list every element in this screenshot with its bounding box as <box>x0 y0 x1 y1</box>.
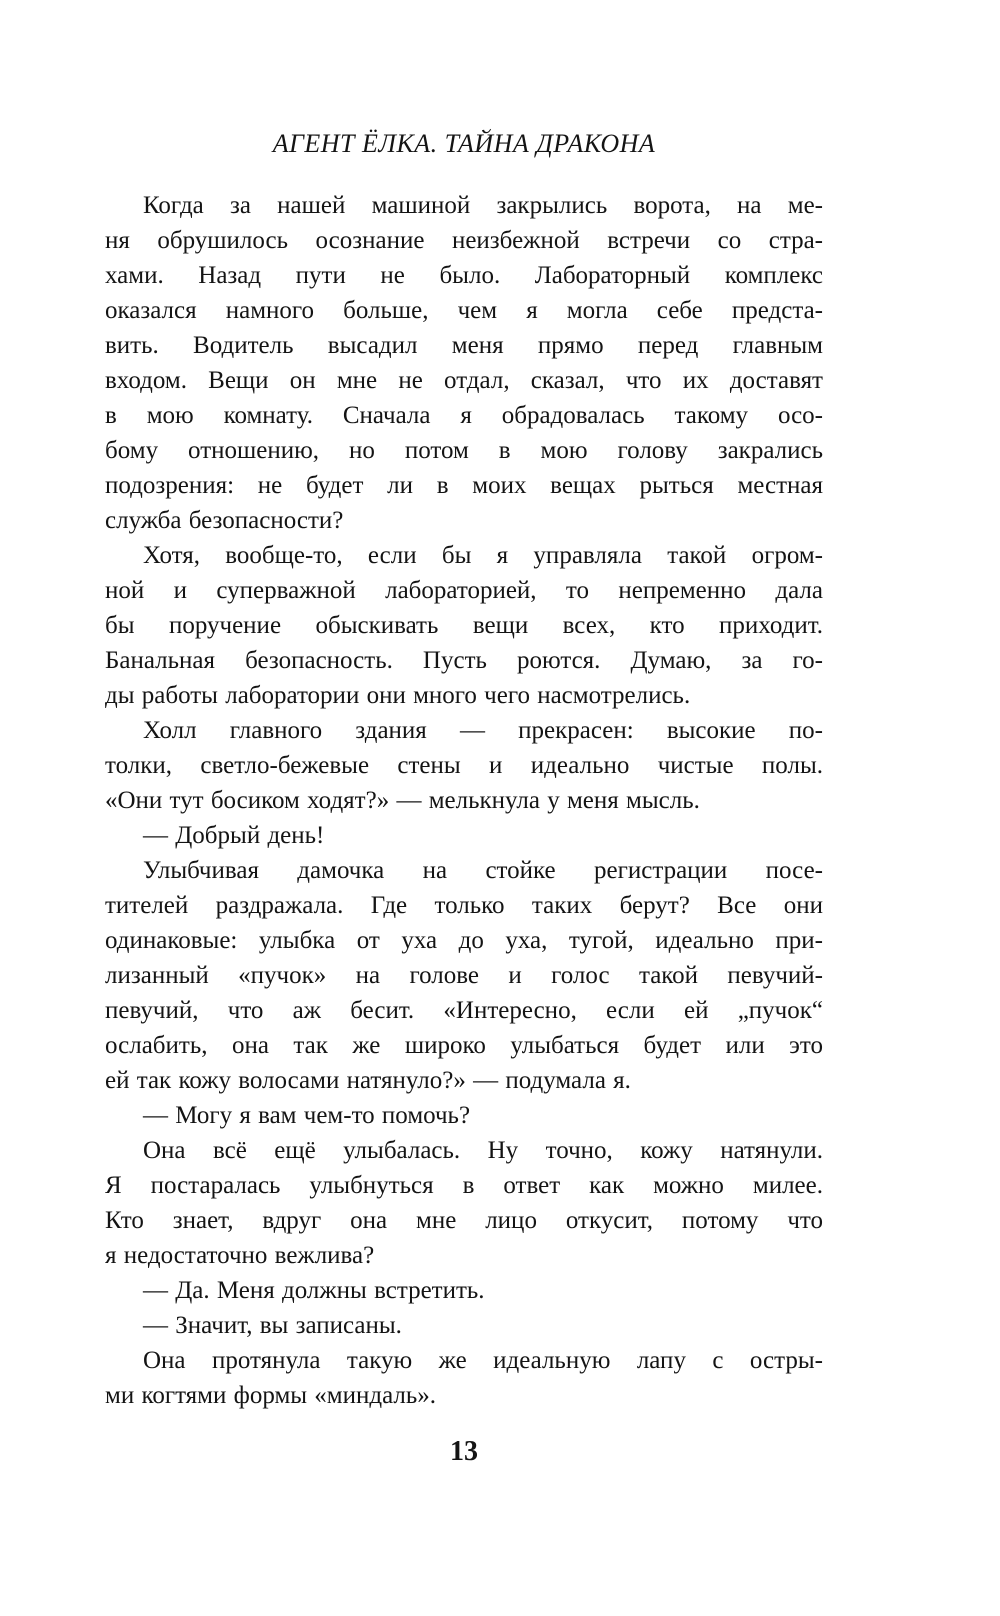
text-line: ми когтями формы «миндаль». <box>105 1382 437 1409</box>
text-line: «Они тут босиком ходят?» — мелькнула у меня мысль. <box>105 787 700 814</box>
text-line: певучий, что аж бесит. «Интересно, если ей „пучок“ <box>105 997 823 1024</box>
text-line: в мою комнату. Сначала я обрадовалась такому осо- <box>105 402 823 429</box>
text-line: тителей раздражала. Где только таких берут? Все они <box>105 892 823 919</box>
text-line: вить. Водитель высадил меня прямо перед главным <box>105 332 823 359</box>
text-line: Я постаралась улыбнуться в ответ как можно милее. <box>105 1172 823 1199</box>
paragraph <box>105 1343 823 1413</box>
text-line: ослабить, она так же широко улыбаться будет или это <box>105 1032 823 1059</box>
text-line: толки, светло-бежевые стены и идеально чистые полы. <box>105 752 823 779</box>
text-line: ды работы лаборатории они много чего насмотрелись. <box>105 682 691 709</box>
text-line: — Могу я вам чем-то помочь? <box>143 1102 471 1129</box>
text-line: Банальная безопасность. Пусть роются. Думаю, за го- <box>105 647 823 674</box>
text-line: входом. Вещи он мне не отдал, сказал, что их доставят <box>105 367 823 394</box>
text-content <box>105 188 823 1413</box>
text-line: ня обрушилось осознание неизбежной встречи со стра- <box>105 227 823 254</box>
text-line: Она всё ещё улыбалась. Ну точно, кожу натянули. <box>143 1137 823 1164</box>
text-line: бы поручение обыскивать вещи всех, кто приходит. <box>105 612 823 639</box>
paragraph <box>105 188 823 538</box>
text-line: ной и суперважной лабораторией, то непременно дала <box>105 577 823 604</box>
text-line: — Добрый день! <box>143 822 325 849</box>
text-line: Хотя, вообще-то, если бы я управляла такой огром- <box>143 542 823 569</box>
text-line: ей так кожу волосами натянуло?» — подумала я. <box>105 1067 631 1094</box>
page-number: 13 <box>450 1436 478 1467</box>
paragraph <box>105 853 823 1098</box>
text-line: лизанный «пучок» на голове и голос такой певучий- <box>105 962 823 989</box>
text-line: одинаковые: улыбка от уха до уха, тугой, идеально при- <box>105 927 823 954</box>
text-block <box>105 126 823 1413</box>
text-line: Она протянула такую же идеальную лапу с остры- <box>143 1347 823 1374</box>
text-line: — Значит, вы записаны. <box>143 1312 402 1339</box>
text-line: служба безопасности? <box>105 507 344 534</box>
text-line: подозрения: не будет ли в моих вещах рыться местная <box>105 472 823 499</box>
text-line: бому отношению, но потом в мою голову закрались <box>105 437 823 464</box>
text-line: я недостаточно вежлива? <box>105 1242 375 1269</box>
paragraph <box>105 713 823 818</box>
text-line: Улыбчивая дамочка на стойке регистрации посе- <box>143 857 823 884</box>
text-line: Когда за нашей машиной закрылись ворота, на ме- <box>143 192 823 219</box>
paragraph <box>105 538 823 713</box>
paragraph <box>105 1273 823 1308</box>
page-header: АГЕНТ ЁЛКА. ТАЙНА ДРАКОНА <box>272 129 656 158</box>
paragraph <box>105 818 823 853</box>
text-line: Кто знает, вдруг она мне лицо откусит, потому что <box>105 1207 823 1234</box>
text-line: оказался намного больше, чем я могла себе предста- <box>105 297 823 324</box>
paragraph <box>105 1308 823 1343</box>
text-line: хами. Назад пути не было. Лабораторный комплекс <box>105 262 823 289</box>
text-line: Холл главного здания — прекрасен: высокие по- <box>143 717 823 744</box>
paragraph <box>105 1098 823 1133</box>
paragraph <box>105 1133 823 1273</box>
text-line: — Да. Меня должны встретить. <box>143 1277 485 1304</box>
